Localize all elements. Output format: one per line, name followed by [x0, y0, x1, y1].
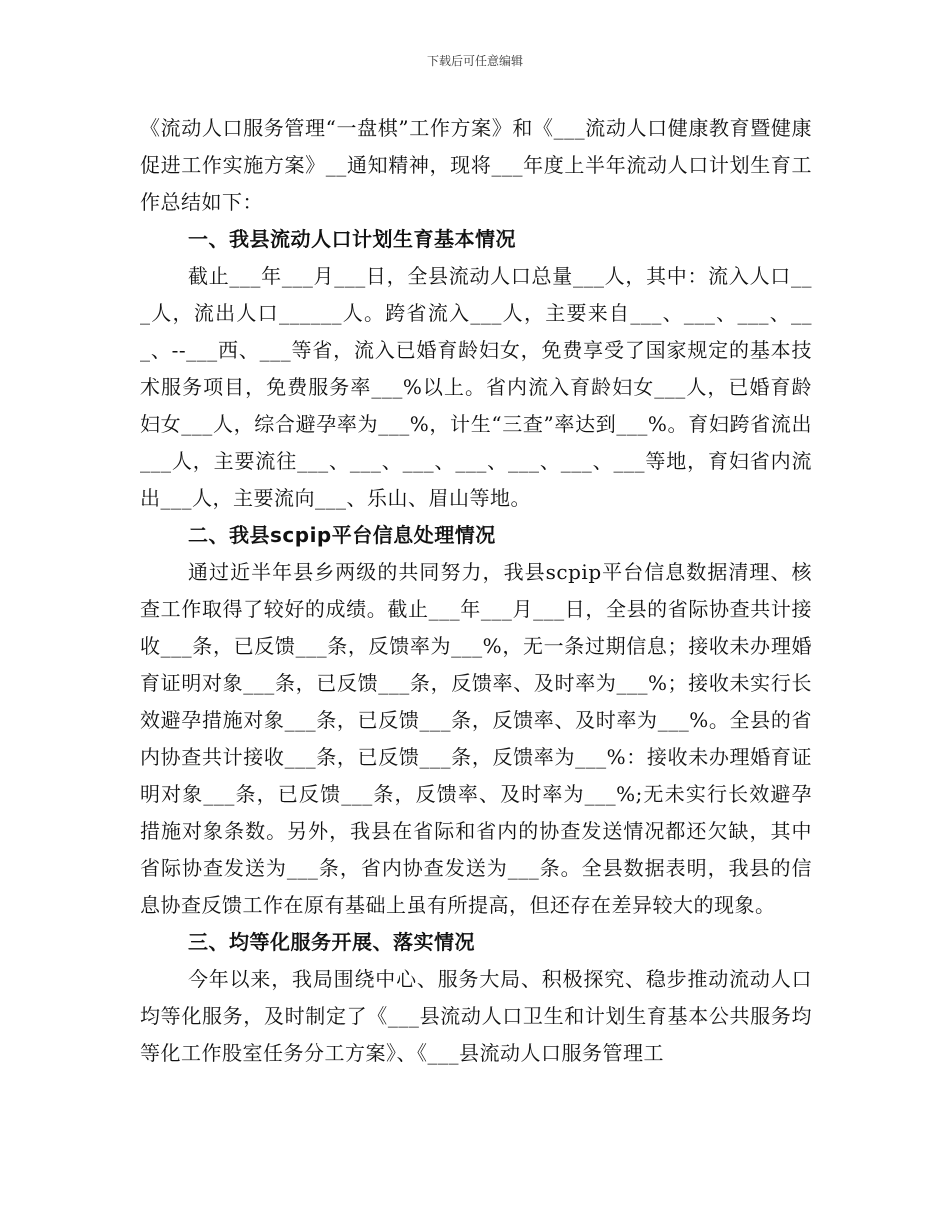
section-paragraph-equalized-services: 今年以来，我局围绕中心、服务大局、积极探究、稳步推动流动人口均等化服务，及时制定了《___县流动人口卫生和计划生育基本公共服务均等化工作股室任务分工方案》、《___县流动人口服务管理工 [140, 967, 812, 1065]
page-header-note: 下载后可任意编辑 [426, 54, 523, 68]
section-heading-equalized-services: 三、均等化服务开展、落实情况 [188, 930, 475, 954]
section-paragraph-basic-situation: 截止___年___月___日，全县流动人口总量___人，其中：流入人口___人，流出人口______人。跨省流入___人，主要来自___、___、___、___、--___西、___等省，流入已婚育龄妇女，免费享受了国家规定的基本技术服务项目，免费服务率___%以上。省内流入育龄妇女___人，已婚育龄妇女___人，综合避孕率为___%，计生“三查”率达到___%。育妇跨省流出___人，主要流往___、___、___、___、___、___、___等地，育妇省内流出___人，主要流向___、乐山、眉山等地。 [140, 264, 812, 510]
section-paragraph-scpip-platform: 通过近半年县乡两级的共同努力，我县scpip平台信息数据清理、核查工作取得了较好的成绩。截止___年___月___日，全县的省际协查共计接收___条，已反馈___条，反馈率为___%，无一条过期信息；接收未办理婚育证明对象___条，已反馈___条，反馈率、及时率为___%；接收未实行长效避孕措施对象___条，已反馈___条，反馈率、及时率为___%。全县的省内协查共计接收___条，已反馈___条，反馈率为___%：接收未办理婚育证明对象___条，已反馈___条，反馈率、及时率为___%;无未实行长效避孕措施对象条数。另外，我县在省际和省内的协查发送情况都还欠缺，其中省际协查发送为___条，省内协查发送为___条。全县数据表明，我县的信息协查反馈工作在原有基础上虽有所提高，但还存在差异较大的现象。 [140, 560, 812, 917]
document-body [140, 110, 812, 1072]
intro-paragraph: 《流动人口服务管理“一盘棋”工作方案》和《___流动人口健康教育暨健康促进工作实施方案》__通知精神，现将___年度上半年流动人口计划生育工作总结如下： [140, 116, 812, 214]
section-heading-basic-situation: 一、我县流动人口计划生育基本情况 [188, 227, 516, 251]
section-heading-scpip-platform: 二、我县scpip平台信息处理情况 [188, 523, 496, 547]
